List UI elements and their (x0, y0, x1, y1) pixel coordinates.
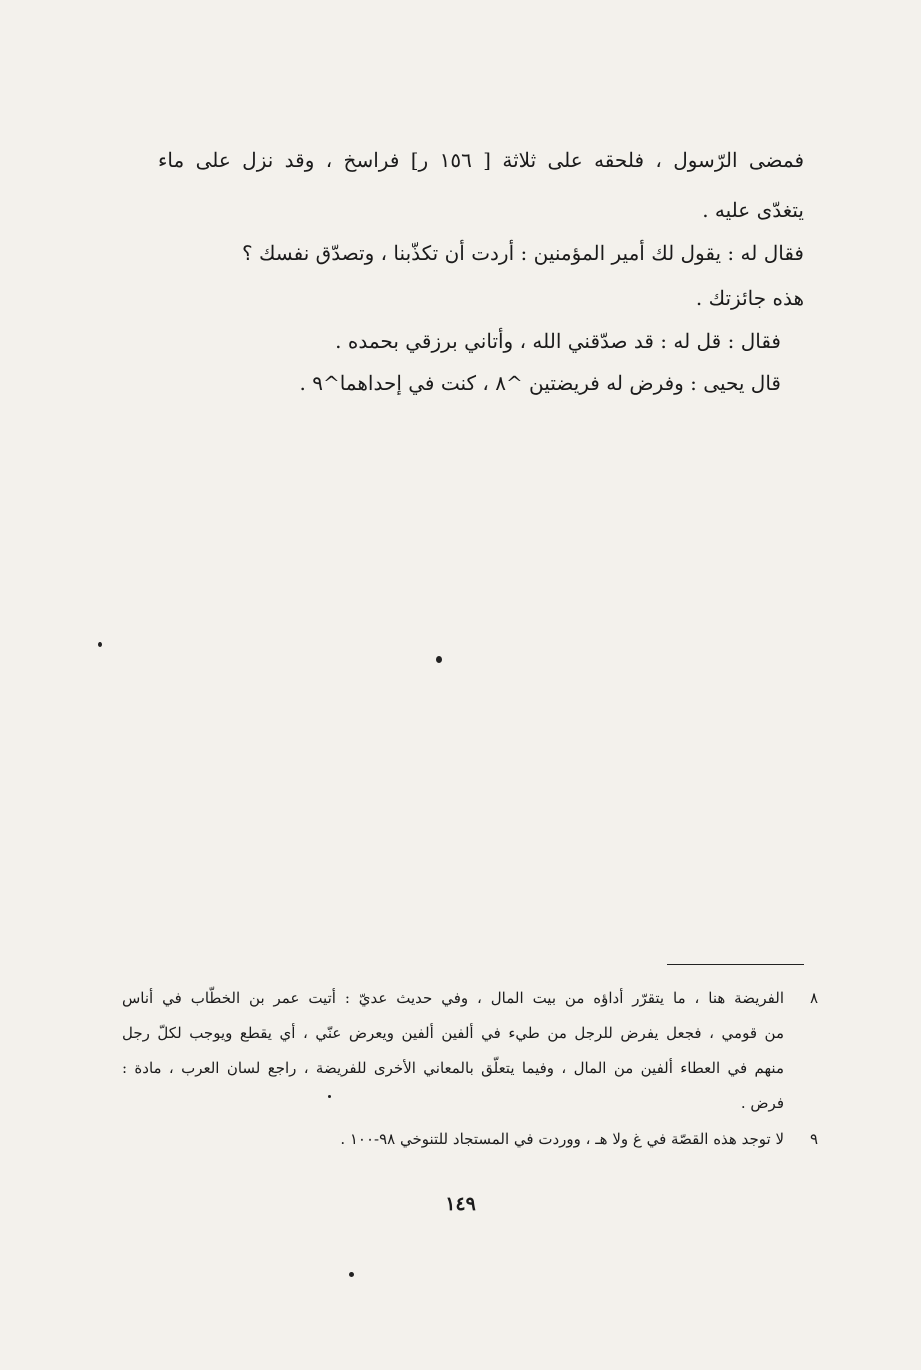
scan-speck (98, 642, 102, 647)
footnote-8-line-4: فرض . (740, 1094, 784, 1112)
scan-speck (328, 1095, 331, 1098)
scan-speck (436, 656, 442, 663)
body-line-2: يتغدّى عليه . (702, 198, 804, 222)
scan-speck (349, 1272, 354, 1277)
footnote-separator (667, 964, 804, 965)
body-line-1: فمضى الرّسول ، فلحقه على ثلاثة [ ١٥٦ ر] فراسخ ، وقد نزل على ماء (158, 148, 804, 172)
body-line-6: قال يحيى : وفرض له فريضتين ^٨ ، كنت في إحداهما^٩ . (299, 371, 781, 395)
body-line-5: فقال : قل له : قد صدّقني الله ، وأتاني برزقي بحمده . (335, 329, 781, 353)
body-line-4: هذه جائزتك . (695, 286, 804, 310)
body-line-3: فقال له : يقول لك أمير المؤمنين : أردت أن تكذّبنا ، وتصدّق نفسك ؟ (241, 241, 804, 265)
footnote-9-marker: ٩ (809, 1130, 818, 1148)
footnote-8-line-2: من قومي ، فجعل يفرض للرجل من طيء في ألفين ألفين ويعرض عنّي ، أي يقطع ويوجب لكلّ رجل (122, 1024, 784, 1042)
footnote-8-line-1: الفريضة هنا ، ما يتقرّر أداؤه من بيت المال ، وفي حديث عديّ : أتيت عمر بن الخطّاب في أناس (122, 989, 784, 1007)
page-number: ١٤٩ (445, 1193, 476, 1215)
footnote-8-marker: ٨ (809, 989, 818, 1007)
footnote-9-line-1: لا توجد هذه القصّة في غ ولا هـ ، ووردت في المستجاد للتنوخي ٩٨-١٠٠ . (340, 1130, 784, 1148)
footnote-8-line-3: منهم في العطاء ألفين من المال ، وفيما يتعلّق بالمعاني الأخرى للفريضة ، راجع لسان العرب ، مادة : (122, 1059, 784, 1077)
